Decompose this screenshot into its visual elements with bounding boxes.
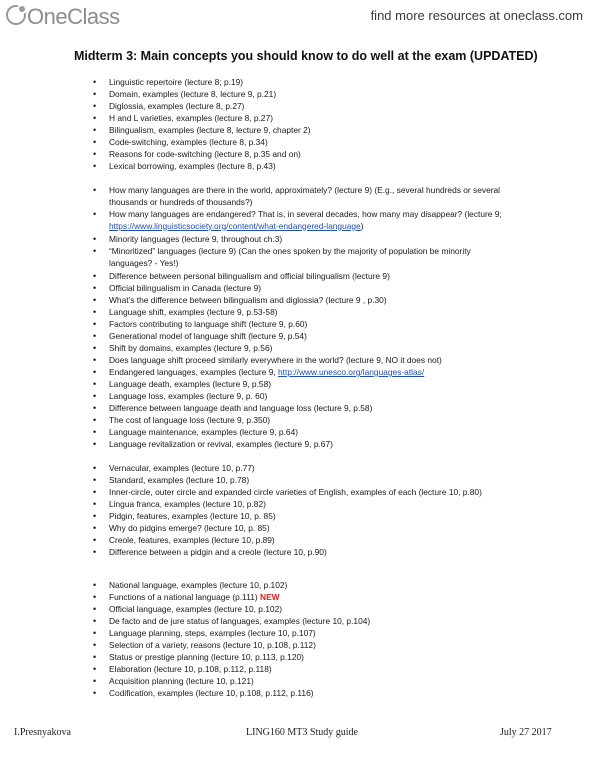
list-item	[109, 246, 559, 269]
list-item: • Linguistic repertoire (lecture 8; p.19)	[109, 77, 559, 89]
item-close: )	[360, 220, 364, 231]
list-item: • Domain, examples (lecture 8, lecture 9, p.21)	[109, 89, 559, 101]
list-item: • Difference between a pidgin and a creole (lecture 10, p.90)	[109, 547, 559, 559]
list-item: • Language planning, steps, examples (lecture 10, p.107)	[109, 628, 559, 640]
item-line: “Minoritized” languages (lecture 9) (Can the ones spoken by the majority of population be minority	[109, 246, 471, 256]
list-item: • Does language shift proceed similarly everywhere in the world? (lecture 9, NO it does not)	[109, 355, 559, 367]
list-item: • Standard, examples (lecture 10, p.78)	[109, 475, 559, 487]
list-item: • Language maintenance, examples (lecture 9, p.64)	[109, 427, 559, 439]
list-item: • Minority languages (lecture 9, throughout ch.3)	[109, 234, 559, 246]
list-item: • Vernacular, examples (lecture 10, p.77)	[109, 463, 559, 475]
item-text: Endangered languages, examples (lecture 9,	[109, 367, 279, 377]
item-line: languages? - Yes!)	[109, 257, 179, 268]
resources-link[interactable]: find more resources at oneclass.com	[370, 8, 583, 23]
list-item	[109, 367, 559, 379]
list-item: • Shift by domains, examples (lecture 9, p.56)	[109, 343, 559, 355]
list-item: • Elaboration (lecture 10, p.108, p.112, p.118)	[109, 664, 559, 676]
page-title: Midterm 3: Main concepts you should know to do well at the exam (UPDATED)	[74, 49, 538, 63]
list-item	[109, 592, 559, 604]
new-badge: NEW	[260, 592, 280, 602]
list-item: • Factors contributing to language shift (lecture 9, p.60)	[109, 319, 559, 331]
list-item: • What’s the difference between bilingualism and diglossia? (lecture 9 , p.30)	[109, 295, 559, 307]
list-item: • Language death, examples (lecture 9, p.58)	[109, 379, 559, 391]
list-item: • Language loss, examples (lecture 9, p. 60)	[109, 391, 559, 403]
footer-author: I.Presnyakova	[14, 727, 71, 738]
list-item: • H and L varieties, examples (lecture 8, p.27)	[109, 113, 559, 125]
logo-mark-icon	[6, 5, 26, 25]
footer-date: July 27 2017	[500, 727, 552, 738]
logo-text: OneClass	[27, 4, 120, 29]
list-item: • Bilingualism, examples (lecture 8, lecture 9, chapter 2)	[109, 125, 559, 137]
list-item: • Inner-circle, outer circle and expanded circle varieties of English, examples of each (lecture 10, p.80)	[109, 487, 559, 499]
list-item: • Difference between language death and language loss (lecture 9, p.58)	[109, 403, 559, 415]
list-item: • Generational model of language shift (lecture 9, p.54)	[109, 331, 559, 343]
unesco-atlas-link[interactable]: http://www.unesco.org/languages-atlas/	[278, 367, 425, 377]
footer-course: LING160 MT3 Study guide	[246, 727, 358, 738]
oneclass-logo[interactable]	[6, 4, 120, 30]
list-item: • Language shift, examples (lecture 9, p.53-58)	[109, 307, 559, 319]
list-item: • Official language, examples (lecture 10, p.102)	[109, 604, 559, 616]
list-item: • Lingua franca, examples (lecture 10, p.82)	[109, 499, 559, 511]
list-item: • Reasons for code-switching (lecture 8, p.35 and on)	[109, 149, 559, 161]
item-line: How many languages are there in the world, approximately? (lecture 9) (E.g., several hundreds or several	[109, 185, 501, 195]
list-item: • Codification, examples (lecture 10, p.108, p.112, p.116)	[109, 688, 559, 700]
list-item: • Why do pidgins emerge? (lecture 10, p. 85)	[109, 523, 559, 535]
item-line: thousands or hundreds of thousands?)	[109, 196, 253, 207]
list-item: • Selection of a variety, reasons (lecture 10, p.108, p.112)	[109, 640, 559, 652]
top-bar	[0, 0, 595, 30]
list-item: • Official bilingualism in Canada (lecture 9)	[109, 283, 559, 295]
list-item: • Difference between personal bilingualism and official bilingualism (lecture 9)	[109, 271, 559, 283]
list-item: • Creole, features, examples (lecture 10, p.89)	[109, 535, 559, 547]
endangered-language-link[interactable]: https://www.linguisticsociety.org/content/what-endangered-language	[109, 220, 361, 231]
list-item	[109, 209, 559, 232]
list-item: • Status or prestige planning (lecture 10, p.113, p.120)	[109, 652, 559, 664]
list-item: • Code-switching, examples (lecture 8, p.34)	[109, 137, 559, 149]
item-text: Functions of a national language (p.111)	[109, 592, 261, 602]
list-item: • Lexical borrowing, examples (lecture 8, p.43)	[109, 161, 559, 173]
list-item: • Diglossia, examples (lecture 8, p.27)	[109, 101, 559, 113]
list-item: • National language, examples (lecture 10, p.102)	[109, 580, 559, 592]
list-item: • Acquisition planning (lecture 10, p.121)	[109, 676, 559, 688]
list-item: • Pidgin, features, examples (lecture 10, p. 85)	[109, 511, 559, 523]
list-item: • De facto and de jure status of languages, examples (lecture 10, p.104)	[109, 616, 559, 628]
item-line: How many languages are endangered? That is, in several decades, how many may disappear? (lecture 9;	[109, 209, 502, 219]
list-item: • Language revitalization or revival, examples (lecture 9, p.67)	[109, 439, 559, 451]
list-item: • The cost of language loss (lecture 9, p.350)	[109, 415, 559, 427]
list-item	[109, 185, 559, 208]
